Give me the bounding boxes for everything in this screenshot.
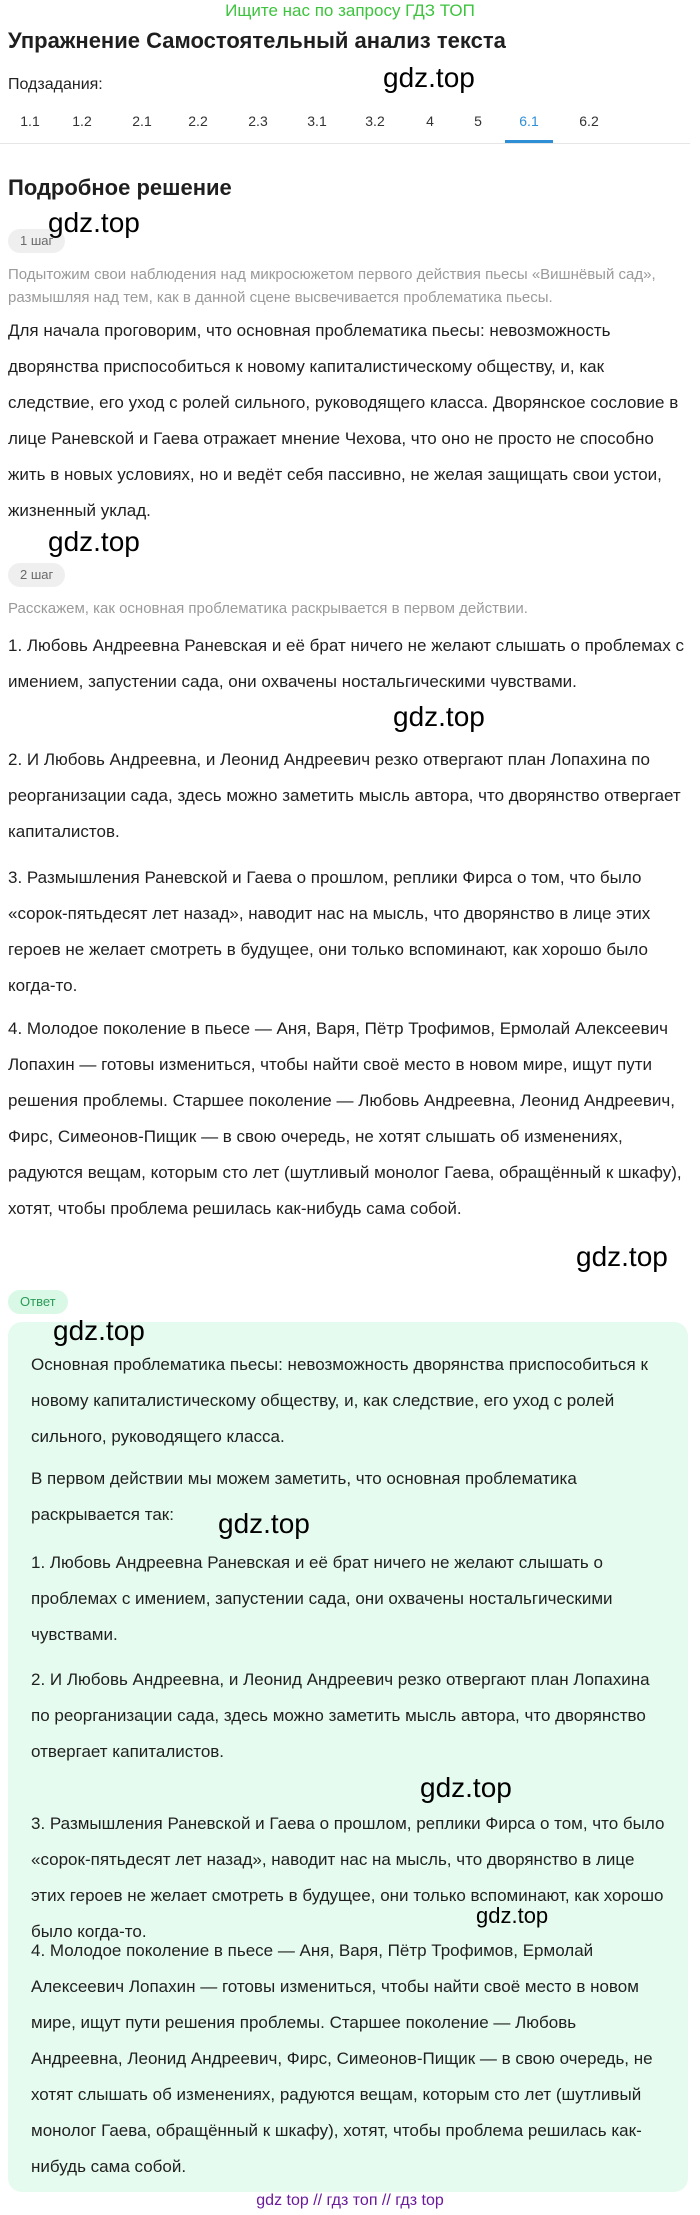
answer-paragraph: В первом действии мы можем заметить, что основная проблематика раскрывается так: bbox=[31, 1469, 577, 1524]
step-paragraph: 1. Любовь Андреевна Раневская и её брат ничего не желают слышать о проблемах с имением, запустении сада, они охвачены ностальгическими чувствами. bbox=[8, 636, 684, 691]
watermark: gdz.top bbox=[48, 526, 140, 557]
watermark: gdz.top bbox=[420, 1772, 512, 1803]
page-title: Упражнение Самостоятельный анализ текста bbox=[8, 28, 506, 53]
tab-3-2[interactable]: 3.2 bbox=[365, 113, 385, 129]
step-paragraph: 3. Размышления Раневской и Гаева о прошлом, реплики Фирса о том, что было «сорок-пятьдесят лет назад», наводит нас на мысль, что дворянство в лице этих героев не желает смотреть в будущее, они только вспоминают, как хорошо было когда-то. bbox=[8, 868, 651, 995]
step-badge: 2 шаг bbox=[8, 563, 65, 587]
tab-5[interactable]: 5 bbox=[474, 113, 482, 129]
step-hint: Расскажем, как основная проблематика раскрывается в первом действии. bbox=[8, 600, 528, 617]
step-text: Для начала проговорим, что основная проблематика пьесы: невозможность дворянства приспособиться к новому капиталистическому обществу, и, как следствие, его уход с ролей сильного, руководящего класса. Дворянское сословие в лице Раневской и Гаева отражает мнение Чехова, что оно не просто не способно жить в новых условиях, но и ведёт себя пассивно, не желая защищать свои устои, жизненный уклад. bbox=[8, 321, 679, 520]
step-paragraph: 4. Молодое поколение в пьесе — Аня, Варя, Пётр Трофимов, Ермолай Алексеевич Лопахин — готовы измениться, чтобы найти своё место в новом мире, ищут пути решения проблемы. Старшее поколение — Любовь Андреевна, Леонид Андреевич, Фирс, Симеонов-Пищик — в свою очередь, не хотят слышать об изменениях, радуются вещам, которым сто лет (шутливый монолог Гаева, обращённый к шкафу), хотят, чтобы проблема решилась как-нибудь сама собой. bbox=[8, 1019, 682, 1218]
watermark: gdz.top bbox=[53, 1315, 145, 1346]
tab-2-1[interactable]: 2.1 bbox=[132, 113, 152, 129]
section-title: Подробное решение bbox=[8, 175, 232, 200]
tab-3-1[interactable]: 3.1 bbox=[307, 113, 327, 129]
watermark: gdz.top bbox=[383, 62, 475, 93]
answer-badge: Ответ bbox=[8, 1290, 68, 1314]
footer-links[interactable]: gdz top // гдз топ // гдз top bbox=[256, 2192, 444, 2209]
tab-1-1[interactable]: 1.1 bbox=[20, 113, 40, 129]
step-badge: 1 шаг bbox=[8, 229, 65, 253]
tab-4[interactable]: 4 bbox=[426, 113, 434, 129]
watermark: gdz.top bbox=[476, 1903, 549, 1928]
watermark: gdz.top bbox=[576, 1241, 668, 1272]
step-hint: Подытожим свои наблюдения над микросюжетом первого действия пьесы «Вишнёвый сад», размышляя над тем, как в данной сцене высвечивается проблематика пьесы. bbox=[8, 266, 656, 306]
tab-1-2[interactable]: 1.2 bbox=[72, 113, 92, 129]
tab-2-3[interactable]: 2.3 bbox=[248, 113, 268, 129]
tab-6-1[interactable]: 6.1 bbox=[505, 100, 553, 143]
tab-6-2[interactable]: 6.2 bbox=[579, 113, 599, 129]
watermark: gdz.top bbox=[218, 1508, 310, 1539]
search-banner: Ищите нас по запросу ГДЗ ТОП bbox=[225, 1, 475, 20]
watermark: gdz.top bbox=[393, 701, 485, 732]
step-paragraph: 2. И Любовь Андреевна, и Леонид Андреевич резко отвергают план Лопахина по реорганизации сада, здесь можно заметить мысль автора, что дворянство отвергает капиталистов. bbox=[8, 750, 681, 841]
tab-2-2[interactable]: 2.2 bbox=[188, 113, 208, 129]
answer-paragraph: 1. Любовь Андреевна Раневская и её брат ничего не желают слышать о проблемах с имением, запустении сада, они охвачены ностальгическими чувствами. bbox=[31, 1553, 613, 1644]
answer-paragraph: 4. Молодое поколение в пьесе — Аня, Варя, Пётр Трофимов, Ермолай Алексеевич Лопахин — готовы измениться, чтобы найти своё место в новом мире, ищут пути решения проблемы. Старшее поколение — Любовь Андреевна, Леонид Андреевич, Фирс, Симеонов-Пищик — в свою очередь, не хотят слышать об изменениях, радуются вещам, которым сто лет (шутливый монолог Гаева, обращённый к шкафу), хотят, чтобы проблема решилась как-нибудь сама собой. bbox=[31, 1941, 653, 2176]
subtask-tabs bbox=[0, 100, 690, 144]
watermark: gdz.top bbox=[48, 207, 140, 238]
answer-paragraph: 3. Размышления Раневской и Гаева о прошлом, реплики Фирса о том, что было «сорок-пятьдесят лет назад», наводит нас на мысль, что дворянство в лице этих героев не желает смотреть в будущее, они только вспоминают, как хорошо было когда-то. bbox=[31, 1814, 665, 1941]
answer-paragraph: 2. И Любовь Андреевна, и Леонид Андреевич резко отвергают план Лопахина по реорганизации сада, здесь можно заметить мысль автора, что дворянство отвергает капиталистов. bbox=[31, 1670, 650, 1761]
subtasks-label: Подзадания: bbox=[8, 76, 103, 93]
answer-paragraph: Основная проблематика пьесы: невозможность дворянства приспособиться к новому капиталистическому обществу, и, как следствие, его уход с ролей сильного, руководящего класса. bbox=[31, 1355, 648, 1446]
